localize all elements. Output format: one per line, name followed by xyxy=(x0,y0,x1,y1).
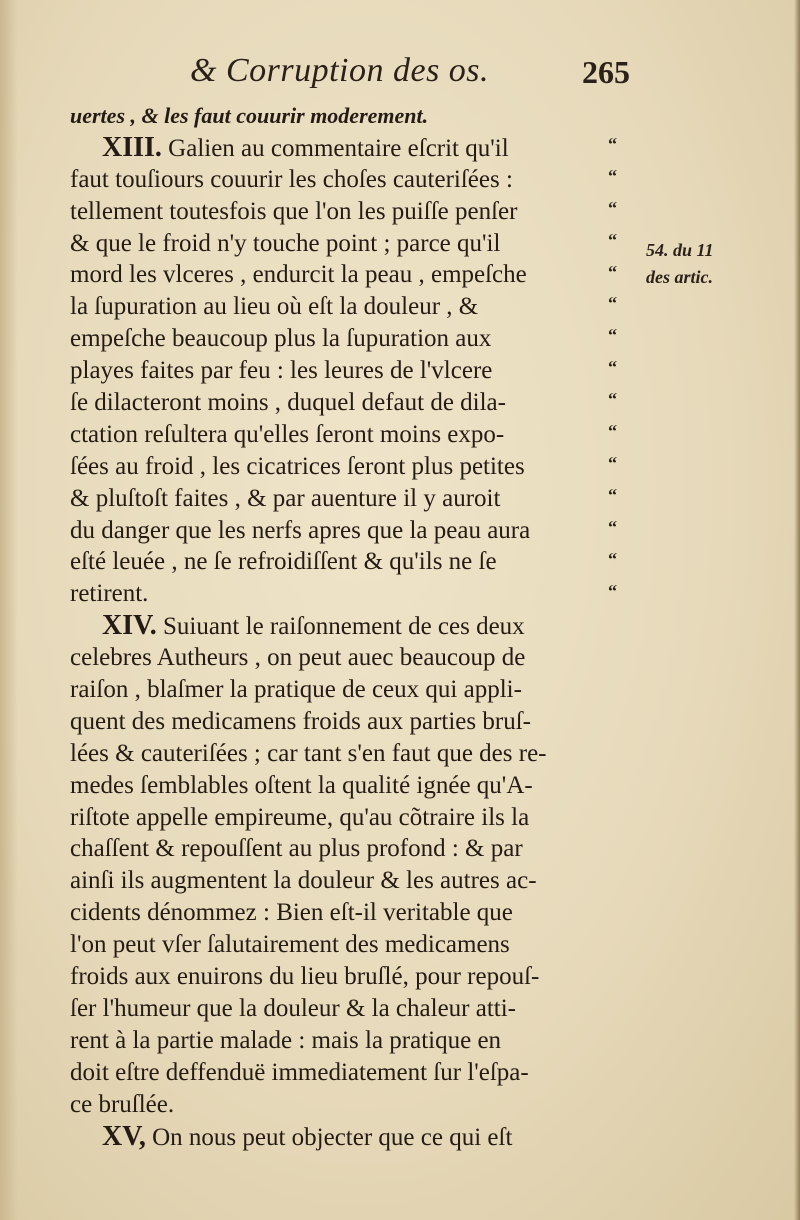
text-line xyxy=(70,419,635,451)
text-line xyxy=(70,1057,635,1089)
line-text: & pluſtoſt faites , & par auenture il y auroit xyxy=(70,484,501,512)
line-text: ſées au froid , les cicatrices ſeront plus petites xyxy=(70,452,525,480)
text-line xyxy=(70,196,635,228)
text-line xyxy=(70,738,635,770)
text-line xyxy=(70,387,635,419)
quote-mark: “ xyxy=(608,357,617,378)
body-text xyxy=(70,100,635,1152)
running-title: & Corruption des os. xyxy=(190,52,490,89)
section-number: XIV. xyxy=(102,610,157,642)
section-number: XIII. xyxy=(102,131,162,163)
line-text: eſté leuée , ne ſe refroidiſſent & qu'ils ne ſe xyxy=(70,548,497,576)
line-text: ctation reſultera qu'elles ſeront moins expo- xyxy=(70,420,505,448)
line-text: playes faites par feu : les leures de l'vlcere xyxy=(70,357,493,385)
line-text: ce bruſlée. xyxy=(70,1090,175,1118)
quote-mark: “ xyxy=(608,229,617,250)
page-number: 265 xyxy=(582,54,630,90)
text-line xyxy=(70,132,635,164)
line-text: riſtote appelle empireume, qu'au cõtraire ils la xyxy=(70,803,530,831)
quote-mark: “ xyxy=(608,516,617,537)
section-number: XV, xyxy=(102,1120,146,1152)
quote-mark: “ xyxy=(608,261,617,282)
running-head xyxy=(190,52,630,96)
line-text: ſer l'humeur que la douleur & la chaleur atti- xyxy=(70,994,516,1022)
line-text: Suiuant le raiſonnement de ces deux xyxy=(156,613,525,641)
text-line xyxy=(70,578,635,610)
quote-mark: “ xyxy=(608,325,617,346)
margin-note-line-1: 54. du 11 xyxy=(646,240,714,260)
quote-mark: “ xyxy=(608,165,617,186)
text-line xyxy=(70,100,635,132)
text-line xyxy=(70,961,635,993)
line-text: lées & cauteriſées ; car tant s'en faut que des re- xyxy=(70,739,547,767)
text-line xyxy=(70,865,635,897)
line-text: celebres Autheurs , on peut auec beaucoup de xyxy=(70,644,526,672)
line-text: medes ſemblables oſtent la qualité ignée qu'A- xyxy=(70,771,533,799)
quote-mark: “ xyxy=(608,133,617,154)
line-text: raiſon , blaſmer la pratique de ceux qui appli- xyxy=(70,676,522,704)
text-line xyxy=(70,770,635,802)
line-text: cidents dénommez : Bien eſt-il veritable que xyxy=(70,899,513,927)
text-line xyxy=(70,833,635,865)
line-text: faut touſiours couurir les choſes cauteriſées : xyxy=(70,165,513,193)
line-text: froids aux enuirons du lieu bruſlé, pour repouſ- xyxy=(70,963,540,991)
text-line xyxy=(70,642,635,674)
line-text: uertes , & les faut couurir moderement. xyxy=(70,103,429,128)
line-text: du danger que les nerfs apres que la peau aura xyxy=(70,516,531,544)
text-line xyxy=(70,546,635,578)
text-line xyxy=(70,323,635,355)
text-line xyxy=(70,674,635,706)
text-line xyxy=(70,1089,635,1121)
quote-mark: “ xyxy=(608,421,617,441)
text-line xyxy=(70,897,635,929)
text-line xyxy=(70,1121,635,1153)
line-text: quent des medicamens froids aux parties bruſ- xyxy=(70,707,531,735)
line-text: tellement toutesfois que l'on les puiſſe penſer xyxy=(70,197,518,225)
text-line xyxy=(70,993,635,1025)
quote-mark: “ xyxy=(608,548,617,569)
line-text: rent à la partie malade : mais la pratique en xyxy=(70,1026,502,1054)
line-text: ainſi ils augmentent la douleur & les autres ac- xyxy=(70,867,537,895)
text-line xyxy=(70,164,635,196)
line-text: empeſche beaucoup plus la ſupuration aux xyxy=(70,325,492,353)
text-line xyxy=(70,259,635,291)
quote-mark: “ xyxy=(608,197,617,218)
text-line xyxy=(70,228,635,260)
line-text: mord les vlceres , endurcit la peau , empeſche xyxy=(70,261,527,289)
line-text: retirent. xyxy=(70,580,149,608)
quote-mark: “ xyxy=(608,389,617,410)
text-line xyxy=(70,291,635,323)
text-line xyxy=(70,929,635,961)
quote-mark: “ xyxy=(608,580,617,601)
text-line xyxy=(70,706,635,738)
line-text: l'on peut vſer ſalutairement des medicamens xyxy=(70,931,510,959)
text-line xyxy=(70,1025,635,1057)
text-line xyxy=(70,610,635,642)
quote-mark: “ xyxy=(608,293,617,314)
quote-mark: “ xyxy=(608,484,617,505)
text-line xyxy=(70,451,635,483)
line-text: Galien au commentaire eſcrit qu'il xyxy=(161,134,509,162)
line-text: & que le froid n'y touche point ; parce qu'il xyxy=(70,229,501,257)
text-line xyxy=(70,802,635,834)
text-line xyxy=(70,515,635,547)
text-line xyxy=(70,483,635,515)
line-text: la ſupuration au lieu où eſt la douleur , & xyxy=(70,293,479,321)
margin-note-line-2: des artic. xyxy=(646,267,713,287)
line-text: On nous peut objecter que ce qui eſt xyxy=(145,1123,513,1151)
text-line xyxy=(70,355,635,387)
quote-mark: “ xyxy=(608,452,617,473)
line-text: chaſſent & repouſſent au plus profond : & par xyxy=(70,835,523,863)
line-text: doit eſtre deffenduë immediatement ſur l'eſpa- xyxy=(70,1058,529,1086)
line-text: ſe dilacteront moins , duquel defaut de dila- xyxy=(70,389,506,417)
